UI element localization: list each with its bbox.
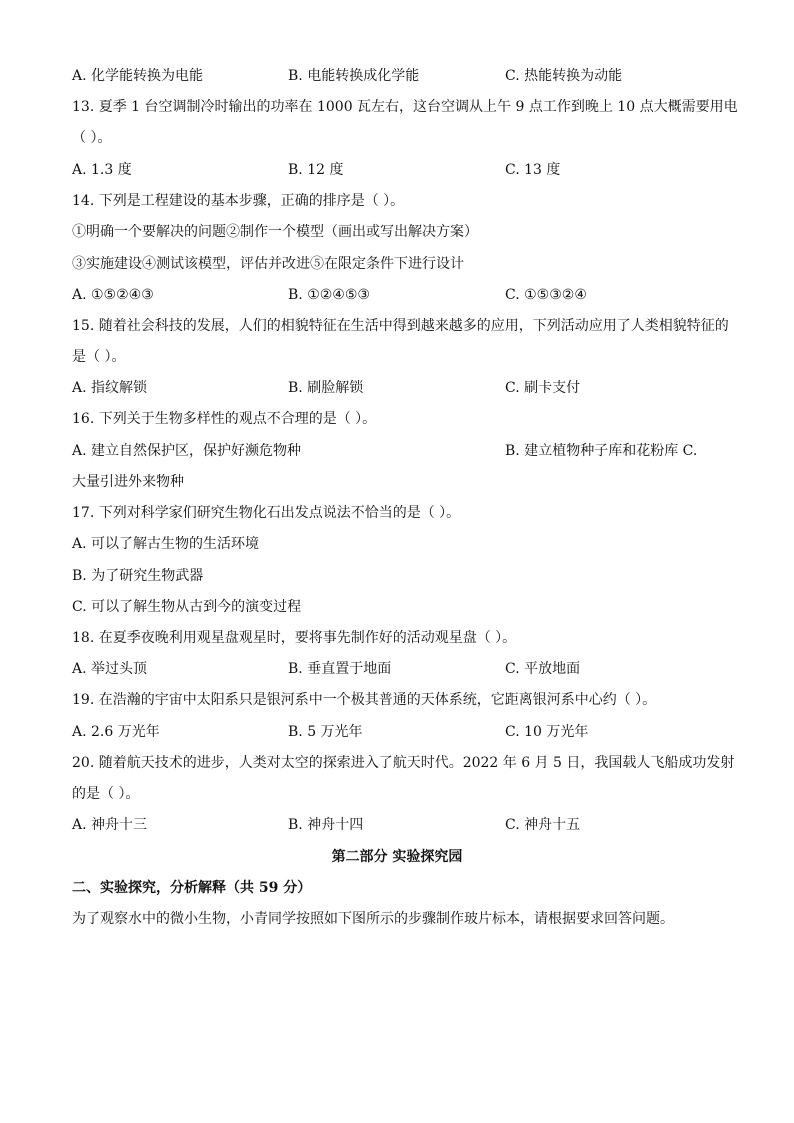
q18-option-a: A. 举过头顶 bbox=[72, 661, 148, 677]
q18-option-b: B. 垂直置于地面 bbox=[288, 661, 392, 677]
q13-option-b: B. 12 度 bbox=[288, 162, 344, 178]
q17-option-c: C. 可以了解生物从古到今的演变过程 bbox=[72, 599, 302, 615]
q14-stem: 14. 下列是工程建设的基本步骤，正确的排序是（ ）。 bbox=[72, 193, 405, 209]
q20-stem-line2: 的是（ ）。 bbox=[72, 786, 140, 802]
q17-option-a: A. 可以了解古生物的生活环境 bbox=[72, 536, 260, 552]
q19-option-c: C. 10 万光年 bbox=[505, 724, 589, 740]
q14-step-line1: ①明确一个要解决的问题②制作一个模型（画出或写出解决方案） bbox=[72, 224, 478, 240]
q19-option-a: A. 2.6 万光年 bbox=[72, 724, 160, 740]
q20-option-a: A. 神舟十三 bbox=[72, 817, 148, 833]
q12-option-a: A. 化学能转换为电能 bbox=[72, 68, 204, 84]
q14-step-line2: ③实施建设④测试该模型，评估并改进⑤在限定条件下进行设计 bbox=[72, 256, 464, 272]
part2-title: 第二部分 实验探究园 bbox=[331, 849, 463, 865]
q12-option-b: B. 电能转换成化学能 bbox=[288, 68, 420, 84]
q14-option-c: C. ①⑤③②④ bbox=[505, 287, 587, 303]
q20-option-c: C. 神舟十五 bbox=[505, 817, 581, 833]
q13-option-a: A. 1.3 度 bbox=[72, 162, 132, 178]
q20-stem-line1: 20. 随着航天技术的进步，人类对太空的探索进入了航天时代。2022 年 6 月 5 日，我国载人飞船成功发射 bbox=[72, 755, 735, 771]
q16-option-c: 大量引进外来物种 bbox=[72, 474, 184, 490]
q17-stem: 17. 下列对科学家们研究生物化石出发点说法不恰当的是（ ）。 bbox=[72, 505, 461, 521]
q15-option-b: B. 刷脸解锁 bbox=[288, 380, 364, 396]
q15-stem-line1: 15. 随着社会科技的发展，人们的相貌特征在生活中得到越来越多的应用，下列活动应用了人类相貌特征的 bbox=[72, 318, 729, 334]
q15-option-a: A. 指纹解锁 bbox=[72, 380, 148, 396]
q13-stem-line1: 13. 夏季 1 台空调制冷时输出的功率在 1000 瓦左右，这台空调从上午 9 点工作到晚上 10 点大概需要用电 bbox=[72, 99, 738, 115]
q18-option-c: C. 平放地面 bbox=[505, 661, 581, 677]
q16-option-b: B. 建立植物种子库和花粉库 C. bbox=[505, 443, 698, 459]
q15-stem-line2: 是（ ）。 bbox=[72, 349, 126, 365]
q18-stem: 18. 在夏季夜晚利用观星盘观星时，要将事先制作好的活动观星盘（ ）。 bbox=[72, 630, 517, 646]
q12-option-c: C. 热能转换为动能 bbox=[505, 68, 623, 84]
q20-option-b: B. 神舟十四 bbox=[288, 817, 364, 833]
q13-option-c: C. 13 度 bbox=[505, 162, 561, 178]
q13-stem-line2: （ ）。 bbox=[72, 130, 112, 146]
q15-option-c: C. 刷卡支付 bbox=[505, 380, 581, 396]
q14-option-a: A. ①⑤②④③ bbox=[72, 287, 154, 303]
section-heading: 二、实验探究，分析解释（共 59 分） bbox=[72, 880, 312, 896]
q19-stem: 19. 在浩瀚的宇宙中太阳系只是银河系中一个极其普通的天体系统，它距离银河系中心约（ ）。 bbox=[72, 692, 657, 708]
q14-option-b: B. ①②④⑤③ bbox=[288, 287, 370, 303]
part2-intro: 为了观察水中的微小生物，小青同学按照如下图所示的步骤制作玻片标本，请根据要求回答问题。 bbox=[72, 911, 674, 927]
q16-option-a: A. 建立自然保护区，保护好濒危物种 bbox=[72, 443, 302, 459]
q19-option-b: B. 5 万光年 bbox=[288, 724, 363, 740]
q16-stem: 16. 下列关于生物多样性的观点不合理的是（ ）。 bbox=[72, 411, 377, 427]
q17-option-b: B. 为了研究生物武器 bbox=[72, 568, 204, 584]
